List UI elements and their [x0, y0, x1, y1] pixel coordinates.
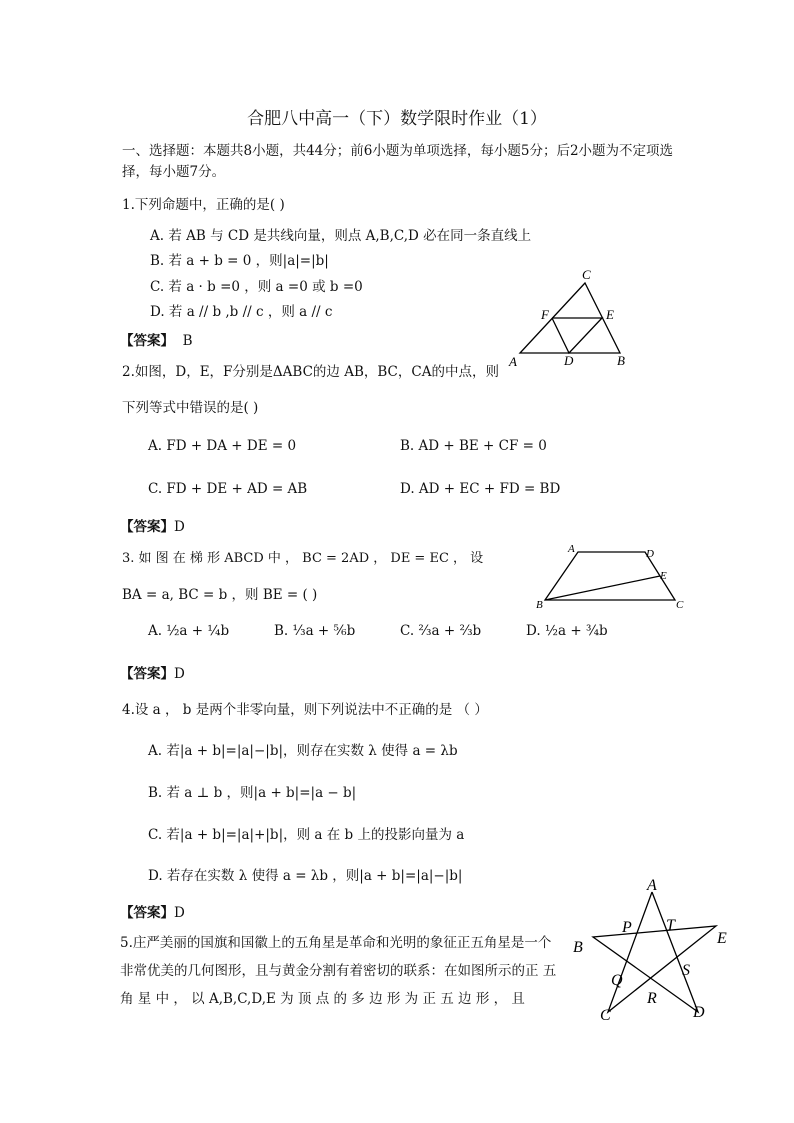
q3-stem-line1: 3. 如 图 在 梯 形 ABCD 中 ， BC = 2AD ， DE = EC ， 设	[122, 551, 484, 566]
q3-trapezoid-figure	[533, 540, 693, 615]
q3-option-d: D. ½a + ¾b	[526, 623, 608, 639]
q5-paragraph: 5.庄严美丽的国旗和国徽上的五角星是革命和光明的象征正五角星是一个非常优美的几何图形，且与黄金分割有着密切的联系：在如图所示的正 五 角 星 中 ， 以 A,B,C,D,E 为 顶 点 的 多 边 形 为 正 五 边 形 ， 且	[120, 935, 557, 1007]
fig5-label-t: T	[666, 917, 675, 934]
q2-stem-line1: 2.如图，D，E，F分别是ΔABC的边 AB，BC，CA的中点，则	[122, 364, 499, 380]
q2-option-b: B. AD + BE + CF = 0	[400, 438, 547, 454]
q2-option-d: D. AD + EC + FD = BD	[400, 481, 561, 497]
q2-stem-line2: 下列等式中错误的是( )	[122, 400, 259, 416]
q1-answer: 【答案】 B	[120, 333, 193, 349]
fig5-label-p: P	[622, 919, 632, 936]
fig5-label-s: S	[682, 962, 690, 979]
fig3-label-c: C	[676, 599, 684, 611]
q4-option-b: B. 若 a ⊥ b ，则|a + b|=|a − b|	[148, 785, 357, 801]
q1-option-b: B. 若 a + b = 0 ，则|a|=|b|	[150, 253, 329, 269]
fig3-label-b: B	[536, 599, 543, 611]
fig5-label-c: C	[600, 1007, 611, 1024]
q4-option-a: A. 若|a + b|=|a|−|b|，则存在实数 λ 使得 a = λb	[148, 743, 458, 759]
page-title: 合肥八中高一（下）数学限时作业（1）	[247, 109, 547, 129]
fig5-label-r: R	[647, 990, 657, 1007]
q1-option-d: D. 若 a // b ,b // c ，则 a // c	[150, 304, 333, 320]
fig5-label-e: E	[717, 930, 727, 947]
fig5-label-b: B	[573, 939, 583, 956]
q3-option-b: B. ⅓a + ⅚b	[274, 623, 356, 639]
fig2-label-f: F	[541, 307, 549, 322]
q2-triangle-figure	[505, 265, 645, 375]
q2-answer: 【答案】D	[120, 519, 185, 535]
fig2-label-d: D	[564, 353, 574, 368]
fig3-label-e: E	[660, 570, 667, 582]
fig5-label-q: Q	[611, 972, 623, 989]
fig2-label-e: E	[606, 307, 614, 322]
q4-option-d: D. 若存在实数 λ 使得 a = λb ，则|a + b|=|a|−|b|	[148, 868, 463, 884]
q2-option-a: A. FD + DA + DE = 0	[148, 438, 297, 454]
q3-option-c: C. ⅔a + ⅔b	[400, 623, 482, 639]
q1-option-a: A. 若 AB 与 CD 是共线向量，则点 A,B,C,D 必在同一条直线上	[150, 228, 532, 244]
fig5-label-a: A	[647, 877, 657, 894]
q3-option-a: A. ½a + ¼b	[148, 623, 230, 639]
fig2-label-a: A	[509, 354, 517, 369]
fig5-label-d: D	[693, 1004, 705, 1021]
q1-option-c: C. 若 a · b =0 ，则 a =0 或 b =0	[150, 279, 363, 295]
q4-option-c: C. 若|a + b|=|a|+|b|，则 a 在 b 上的投影向量为 a	[148, 827, 465, 843]
q4-stem: 4.设 a ， b 是两个非零向量，则下列说法中不正确的是 （ ）	[122, 702, 488, 718]
fig3-label-d: D	[646, 548, 654, 560]
q1-stem: 1.下列命题中，正确的是( )	[122, 197, 285, 213]
section-instructions: 一、选择题：本题共8小题，共44分；前6小题为单项选择，每小题5分；后2小题为不定项选择，每小题7分。	[122, 143, 674, 180]
q3-answer: 【答案】D	[120, 666, 185, 682]
q4-answer: 【答案】D	[120, 905, 185, 921]
q3-stem-line2: BA = a, BC = b ，则 BE = ( )	[122, 587, 318, 603]
fig2-label-b: B	[617, 353, 625, 368]
q2-option-c: C. FD + DE + AD = AB	[148, 481, 308, 497]
fig2-label-c: C	[582, 267, 591, 282]
fig3-label-a: A	[568, 543, 575, 555]
q5-star-figure	[568, 872, 738, 1027]
